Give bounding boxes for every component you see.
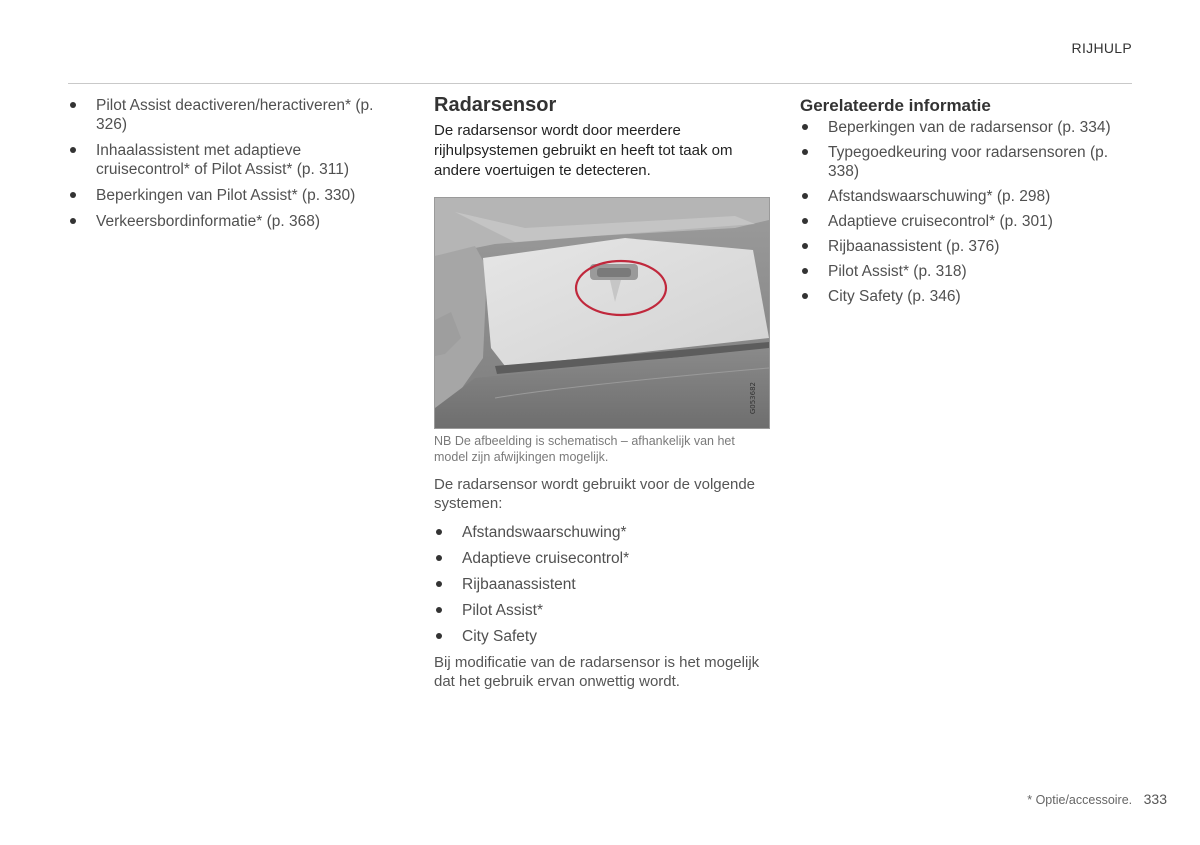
list-item: City Safety — [434, 627, 770, 646]
list-item[interactable]: Rijbaanassistent (p. 376) — [800, 237, 1120, 256]
list-item: Adaptieve cruisecontrol* — [434, 549, 770, 568]
main-column — [434, 94, 770, 701]
figure-caption: NB De afbeelding is schematisch – afhankelijk van het model zijn afwijkingen mogelijk. — [434, 434, 735, 464]
list-item[interactable]: City Safety (p. 346) — [800, 287, 1120, 306]
related-column — [800, 96, 1120, 312]
related-link-list — [800, 118, 1120, 306]
windshield-illustration — [434, 197, 770, 429]
section-header: RIJHULP — [1071, 40, 1132, 56]
page-title: Radarsensor — [434, 94, 557, 116]
list-item: Afstandswaarschuwing* — [434, 523, 770, 542]
left-column — [68, 96, 398, 238]
systems-list — [434, 523, 770, 646]
list-item[interactable]: Beperkingen van Pilot Assist* (p. 330) — [68, 186, 398, 205]
related-title: Gerelateerde informatie — [800, 96, 991, 115]
car-interior-image — [435, 198, 769, 428]
list-item[interactable]: Pilot Assist deactiveren/heractiveren* (p. 326) — [68, 96, 398, 134]
list-item[interactable]: Inhaalassistent met adaptieve cruisecontrol* of Pilot Assist* (p. 311) — [68, 141, 398, 179]
page-footer — [1027, 791, 1167, 807]
left-link-list — [68, 96, 398, 231]
figure-code: G053682 — [749, 381, 757, 414]
header-divider — [68, 83, 1132, 84]
list-item[interactable]: Verkeersbordinformatie* (p. 368) — [68, 212, 398, 231]
page-number: 333 — [1143, 791, 1167, 807]
list-item[interactable]: Beperkingen van de radarsensor (p. 334) — [800, 118, 1120, 137]
list-item: Rijbaanassistent — [434, 575, 770, 594]
warning-text: Bij modificatie van de radarsensor is het mogelijk dat het gebruik ervan onwettig wordt. — [434, 654, 760, 690]
list-item[interactable]: Typegoedkeuring voor radarsensoren (p. 338) — [800, 143, 1120, 181]
list-item[interactable]: Pilot Assist* (p. 318) — [800, 262, 1120, 281]
list-item[interactable]: Adaptieve cruisecontrol* (p. 301) — [800, 212, 1120, 231]
list-item: Pilot Assist* — [434, 601, 770, 620]
list-item[interactable]: Afstandswaarschuwing* (p. 298) — [800, 187, 1120, 206]
footnote: * Optie/accessoire. — [1027, 793, 1133, 807]
intro-text: De radarsensor wordt door meerdere rijhulpsystemen gebruikt en heeft tot taak om andere voertuigen te detecteren. — [434, 122, 733, 179]
systems-intro: De radarsensor wordt gebruikt voor de volgende systemen: — [434, 476, 756, 512]
